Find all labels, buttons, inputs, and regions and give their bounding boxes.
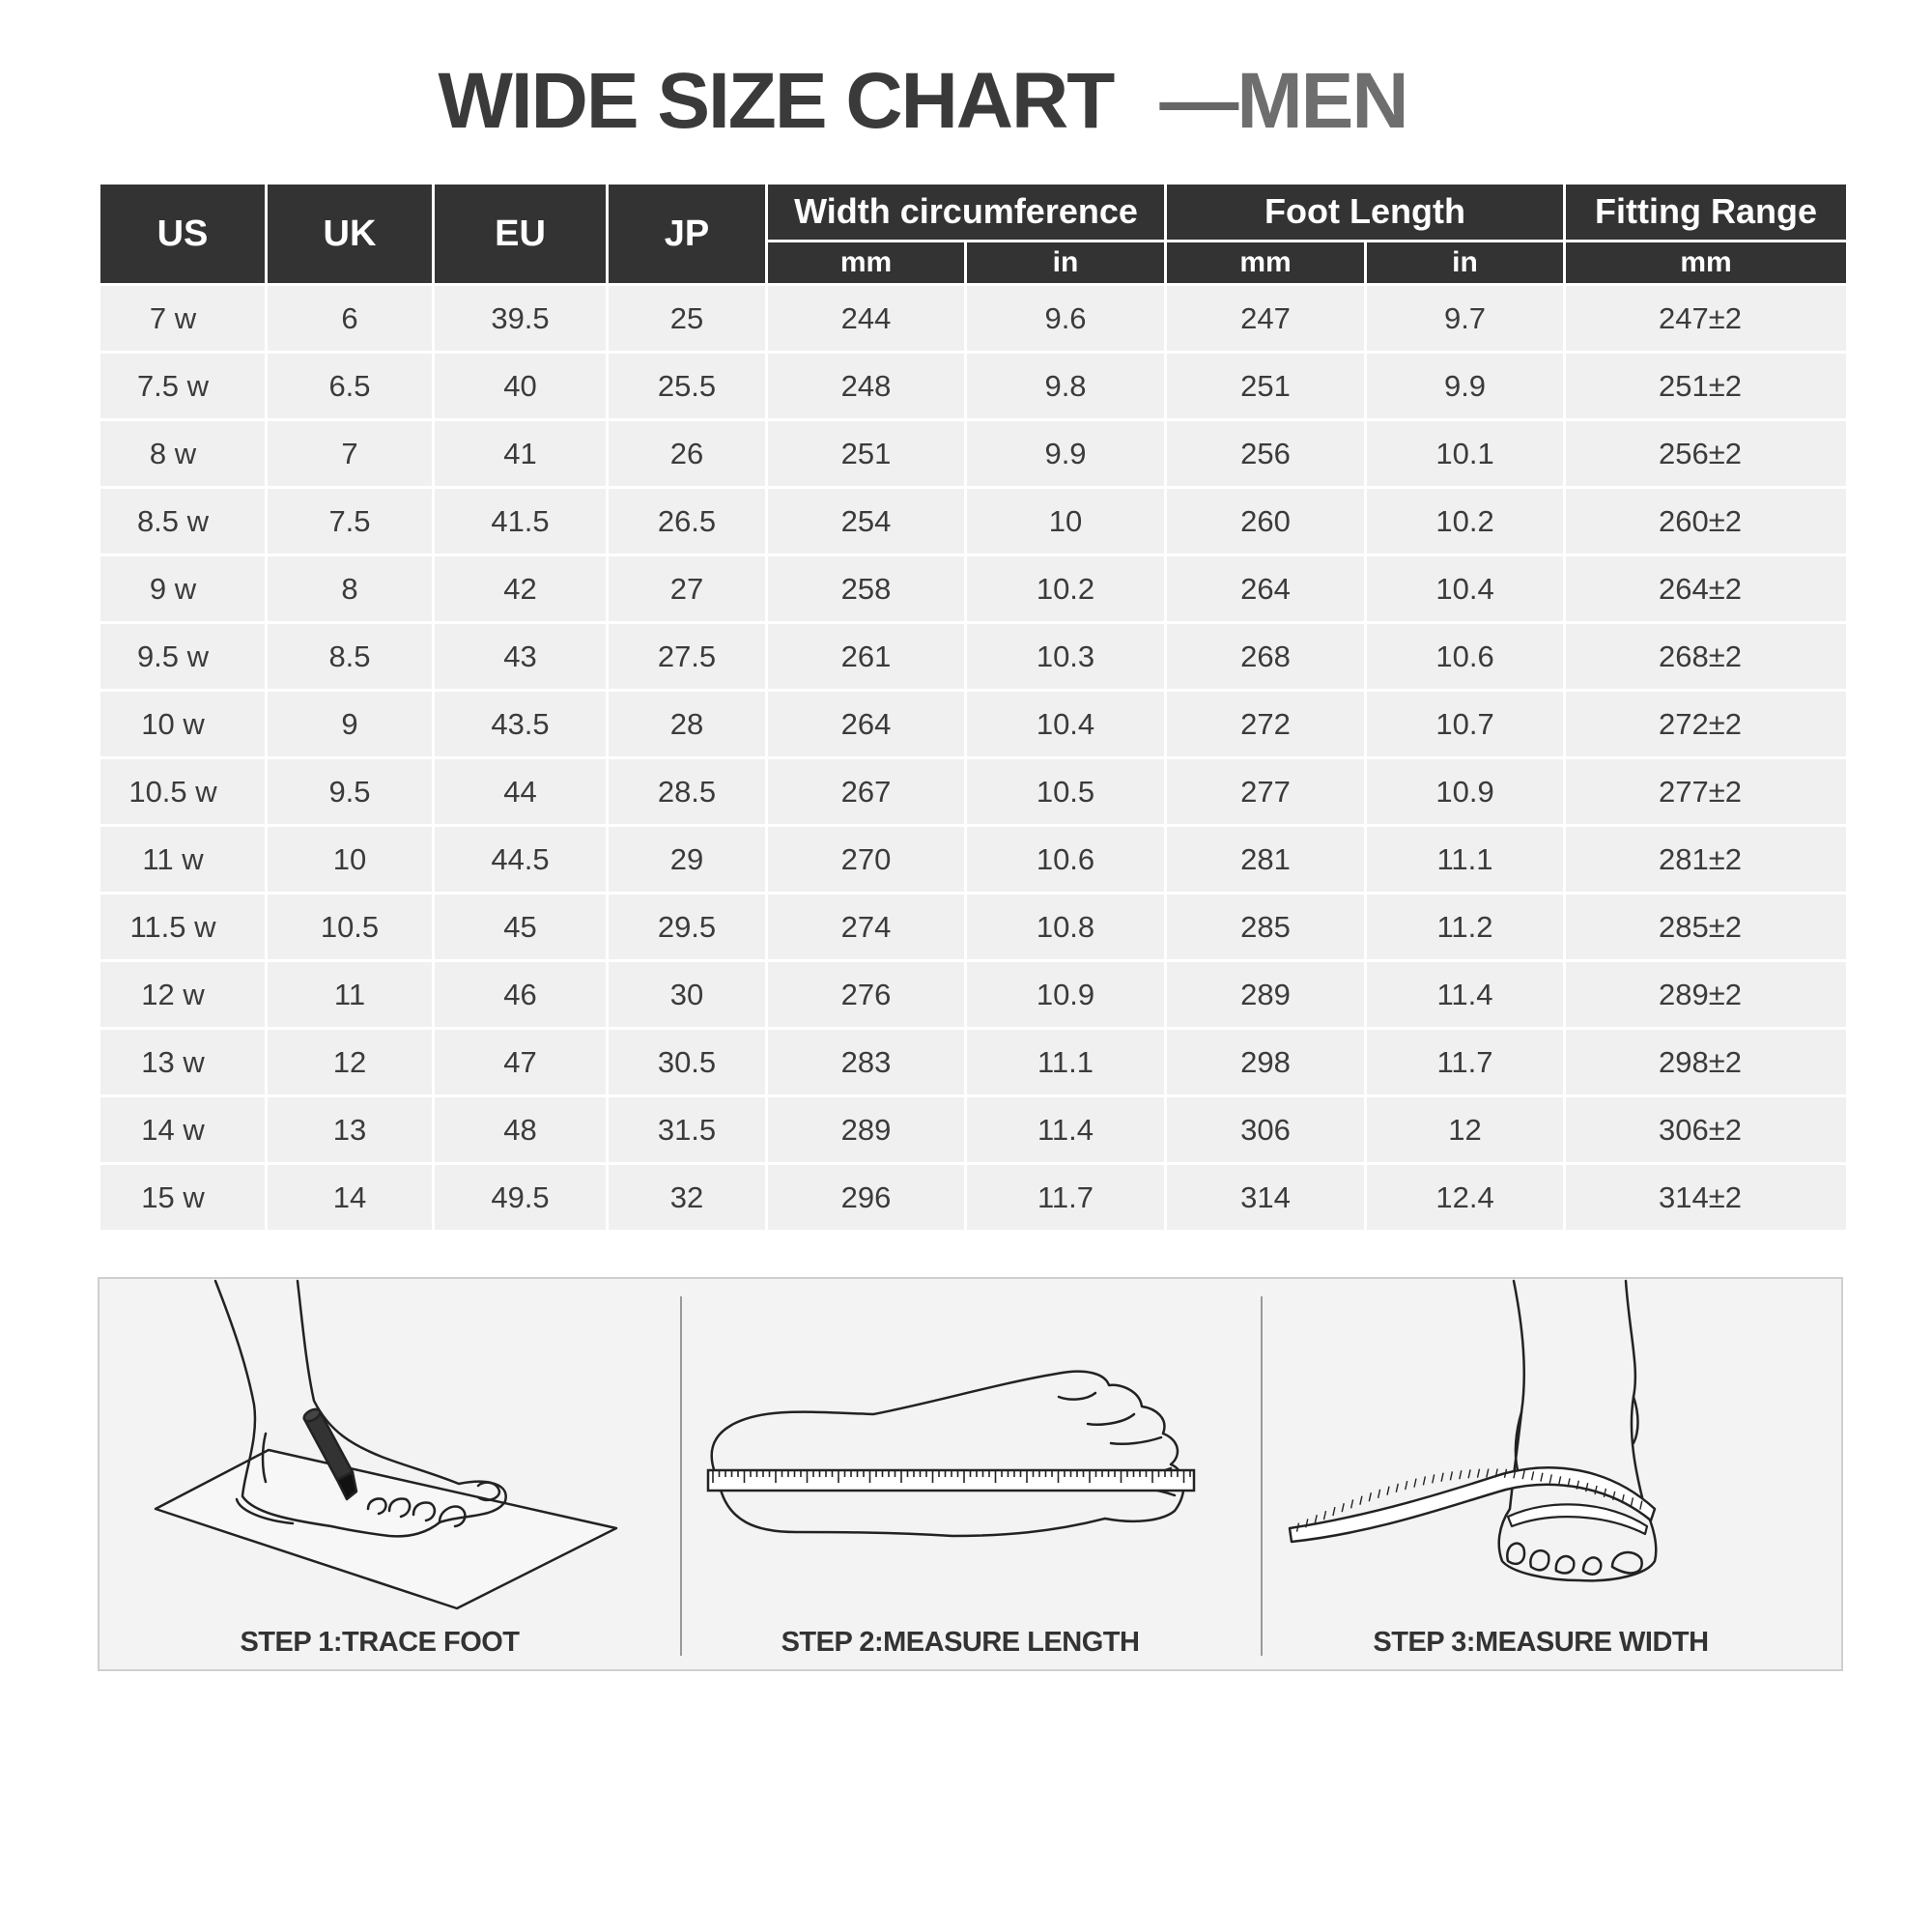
table-row	[99, 1029, 1848, 1096]
cell-fitting-range: 247±2	[1565, 285, 1848, 353]
table-row	[99, 961, 1848, 1029]
foot-width-tape-icon	[1261, 1279, 1841, 1627]
cell-us: 11.5 w	[99, 894, 267, 961]
cell-eu: 41	[434, 420, 608, 488]
cell-length-in: 12.4	[1366, 1164, 1565, 1232]
cell-length-mm: 247	[1166, 285, 1366, 353]
cell-width-mm: 283	[767, 1029, 966, 1096]
header-unit: mm	[1166, 241, 1366, 284]
cell-fitting-range: 281±2	[1565, 826, 1848, 894]
cell-eu: 46	[434, 961, 608, 1029]
cell-us: 9 w	[99, 555, 267, 623]
header-eu: EU	[434, 184, 608, 285]
cell-eu: 40	[434, 353, 608, 420]
cell-fitting-range: 289±2	[1565, 961, 1848, 1029]
cell-jp: 27	[608, 555, 767, 623]
cell-length-in: 11.4	[1366, 961, 1565, 1029]
cell-uk: 11	[267, 961, 434, 1029]
cell-us: 11 w	[99, 826, 267, 894]
cell-us: 13 w	[99, 1029, 267, 1096]
cell-uk: 14	[267, 1164, 434, 1232]
title-sub: MEN	[1236, 57, 1407, 145]
cell-width-in: 9.6	[966, 285, 1166, 353]
header-unit: mm	[767, 241, 966, 284]
cell-length-in: 10.9	[1366, 758, 1565, 826]
cell-eu: 48	[434, 1096, 608, 1164]
step-3-label: STEP 3:MEASURE WIDTH	[1373, 1627, 1709, 1658]
table-row	[99, 623, 1848, 691]
cell-width-in: 11.7	[966, 1164, 1166, 1232]
cell-jp: 25.5	[608, 353, 767, 420]
table-row	[99, 826, 1848, 894]
header-us: US	[99, 184, 267, 285]
header-fitting-range: Fitting Range	[1565, 184, 1848, 242]
step-2-label: STEP 2:MEASURE LENGTH	[781, 1627, 1140, 1658]
cell-eu: 42	[434, 555, 608, 623]
cell-width-mm: 251	[767, 420, 966, 488]
cell-length-mm: 251	[1166, 353, 1366, 420]
cell-uk: 12	[267, 1029, 434, 1096]
cell-width-in: 11.1	[966, 1029, 1166, 1096]
title-main: WIDE SIZE CHART	[438, 57, 1114, 145]
cell-width-mm: 261	[767, 623, 966, 691]
cell-eu: 41.5	[434, 488, 608, 555]
cell-us: 8.5 w	[99, 488, 267, 555]
table-row	[99, 1164, 1848, 1232]
cell-jp: 26	[608, 420, 767, 488]
cell-eu: 39.5	[434, 285, 608, 353]
cell-length-mm: 260	[1166, 488, 1366, 555]
cell-us: 8 w	[99, 420, 267, 488]
cell-jp: 28	[608, 691, 767, 758]
step-1-label: STEP 1:TRACE FOOT	[240, 1627, 520, 1658]
header-unit: in	[1366, 241, 1565, 284]
cell-jp: 30.5	[608, 1029, 767, 1096]
cell-length-mm: 298	[1166, 1029, 1366, 1096]
header-unit: in	[966, 241, 1166, 284]
cell-jp: 27.5	[608, 623, 767, 691]
cell-fitting-range: 277±2	[1565, 758, 1848, 826]
cell-length-in: 10.7	[1366, 691, 1565, 758]
cell-jp: 28.5	[608, 758, 767, 826]
cell-width-in: 10.8	[966, 894, 1166, 961]
cell-length-mm: 285	[1166, 894, 1366, 961]
foot-length-ruler-icon	[680, 1279, 1261, 1627]
cell-uk: 9.5	[267, 758, 434, 826]
cell-length-in: 11.7	[1366, 1029, 1565, 1096]
cell-us: 14 w	[99, 1096, 267, 1164]
cell-width-in: 10.9	[966, 961, 1166, 1029]
cell-us: 12 w	[99, 961, 267, 1029]
cell-jp: 29	[608, 826, 767, 894]
cell-length-mm: 268	[1166, 623, 1366, 691]
cell-eu: 49.5	[434, 1164, 608, 1232]
cell-eu: 45	[434, 894, 608, 961]
size-table	[98, 182, 1849, 1233]
header-uk: UK	[267, 184, 434, 285]
cell-uk: 8.5	[267, 623, 434, 691]
cell-fitting-range: 256±2	[1565, 420, 1848, 488]
cell-width-in: 9.9	[966, 420, 1166, 488]
cell-us: 7 w	[99, 285, 267, 353]
cell-width-in: 10.3	[966, 623, 1166, 691]
cell-uk: 13	[267, 1096, 434, 1164]
cell-length-in: 10.6	[1366, 623, 1565, 691]
cell-width-in: 10	[966, 488, 1166, 555]
cell-fitting-range: 268±2	[1565, 623, 1848, 691]
cell-fitting-range: 298±2	[1565, 1029, 1848, 1096]
cell-eu: 44	[434, 758, 608, 826]
cell-jp: 25	[608, 285, 767, 353]
cell-length-in: 12	[1366, 1096, 1565, 1164]
cell-eu: 44.5	[434, 826, 608, 894]
cell-uk: 7.5	[267, 488, 434, 555]
header-jp: JP	[608, 184, 767, 285]
cell-width-in: 10.6	[966, 826, 1166, 894]
cell-width-mm: 270	[767, 826, 966, 894]
cell-length-in: 9.7	[1366, 285, 1565, 353]
header-width-circumference: Width circumference	[767, 184, 1166, 242]
cell-us: 15 w	[99, 1164, 267, 1232]
cell-width-in: 9.8	[966, 353, 1166, 420]
cell-length-mm: 314	[1166, 1164, 1366, 1232]
cell-length-mm: 281	[1166, 826, 1366, 894]
cell-width-mm: 248	[767, 353, 966, 420]
cell-length-in: 9.9	[1366, 353, 1565, 420]
cell-width-mm: 276	[767, 961, 966, 1029]
cell-jp: 31.5	[608, 1096, 767, 1164]
cell-uk: 6	[267, 285, 434, 353]
table-row	[99, 285, 1848, 353]
cell-jp: 26.5	[608, 488, 767, 555]
size-table-body	[99, 285, 1848, 1232]
table-row	[99, 1096, 1848, 1164]
step-trace-foot	[99, 1279, 680, 1669]
cell-width-mm: 296	[767, 1164, 966, 1232]
cell-fitting-range: 272±2	[1565, 691, 1848, 758]
title-dash: —	[1159, 57, 1237, 145]
table-row	[99, 758, 1848, 826]
cell-us: 7.5 w	[99, 353, 267, 420]
cell-width-mm: 274	[767, 894, 966, 961]
cell-length-in: 11.2	[1366, 894, 1565, 961]
cell-length-mm: 306	[1166, 1096, 1366, 1164]
step-measure-width	[1261, 1279, 1841, 1669]
cell-us: 9.5 w	[99, 623, 267, 691]
cell-uk: 8	[267, 555, 434, 623]
foot-trace-icon	[99, 1279, 680, 1627]
cell-length-mm: 256	[1166, 420, 1366, 488]
cell-us: 10.5 w	[99, 758, 267, 826]
table-row	[99, 420, 1848, 488]
cell-length-mm: 272	[1166, 691, 1366, 758]
cell-eu: 43.5	[434, 691, 608, 758]
cell-width-mm: 258	[767, 555, 966, 623]
table-row	[99, 555, 1848, 623]
cell-width-mm: 244	[767, 285, 966, 353]
cell-fitting-range: 260±2	[1565, 488, 1848, 555]
cell-fitting-range: 314±2	[1565, 1164, 1848, 1232]
cell-jp: 30	[608, 961, 767, 1029]
cell-length-in: 10.2	[1366, 488, 1565, 555]
cell-length-mm: 289	[1166, 961, 1366, 1029]
cell-jp: 32	[608, 1164, 767, 1232]
cell-length-mm: 277	[1166, 758, 1366, 826]
cell-width-mm: 254	[767, 488, 966, 555]
cell-uk: 10	[267, 826, 434, 894]
table-row	[99, 894, 1848, 961]
cell-us: 10 w	[99, 691, 267, 758]
cell-uk: 10.5	[267, 894, 434, 961]
cell-width-in: 10.2	[966, 555, 1166, 623]
cell-length-in: 11.1	[1366, 826, 1565, 894]
header-unit: mm	[1565, 241, 1848, 284]
cell-width-in: 10.5	[966, 758, 1166, 826]
header-foot-length: Foot Length	[1166, 184, 1565, 242]
cell-fitting-range: 285±2	[1565, 894, 1848, 961]
measure-steps-panel	[98, 1277, 1843, 1671]
cell-length-in: 10.4	[1366, 555, 1565, 623]
cell-length-mm: 264	[1166, 555, 1366, 623]
cell-uk: 7	[267, 420, 434, 488]
cell-uk: 6.5	[267, 353, 434, 420]
cell-eu: 43	[434, 623, 608, 691]
step-measure-length	[680, 1279, 1261, 1669]
cell-fitting-range: 306±2	[1565, 1096, 1848, 1164]
table-row	[99, 488, 1848, 555]
cell-width-mm: 264	[767, 691, 966, 758]
cell-length-in: 10.1	[1366, 420, 1565, 488]
cell-fitting-range: 264±2	[1565, 555, 1848, 623]
cell-eu: 47	[434, 1029, 608, 1096]
cell-fitting-range: 251±2	[1565, 353, 1848, 420]
table-row	[99, 353, 1848, 420]
cell-width-in: 10.4	[966, 691, 1166, 758]
cell-width-in: 11.4	[966, 1096, 1166, 1164]
table-row	[99, 691, 1848, 758]
cell-width-mm: 289	[767, 1096, 966, 1164]
cell-width-mm: 267	[767, 758, 966, 826]
cell-uk: 9	[267, 691, 434, 758]
page-title	[0, 56, 1845, 147]
cell-jp: 29.5	[608, 894, 767, 961]
